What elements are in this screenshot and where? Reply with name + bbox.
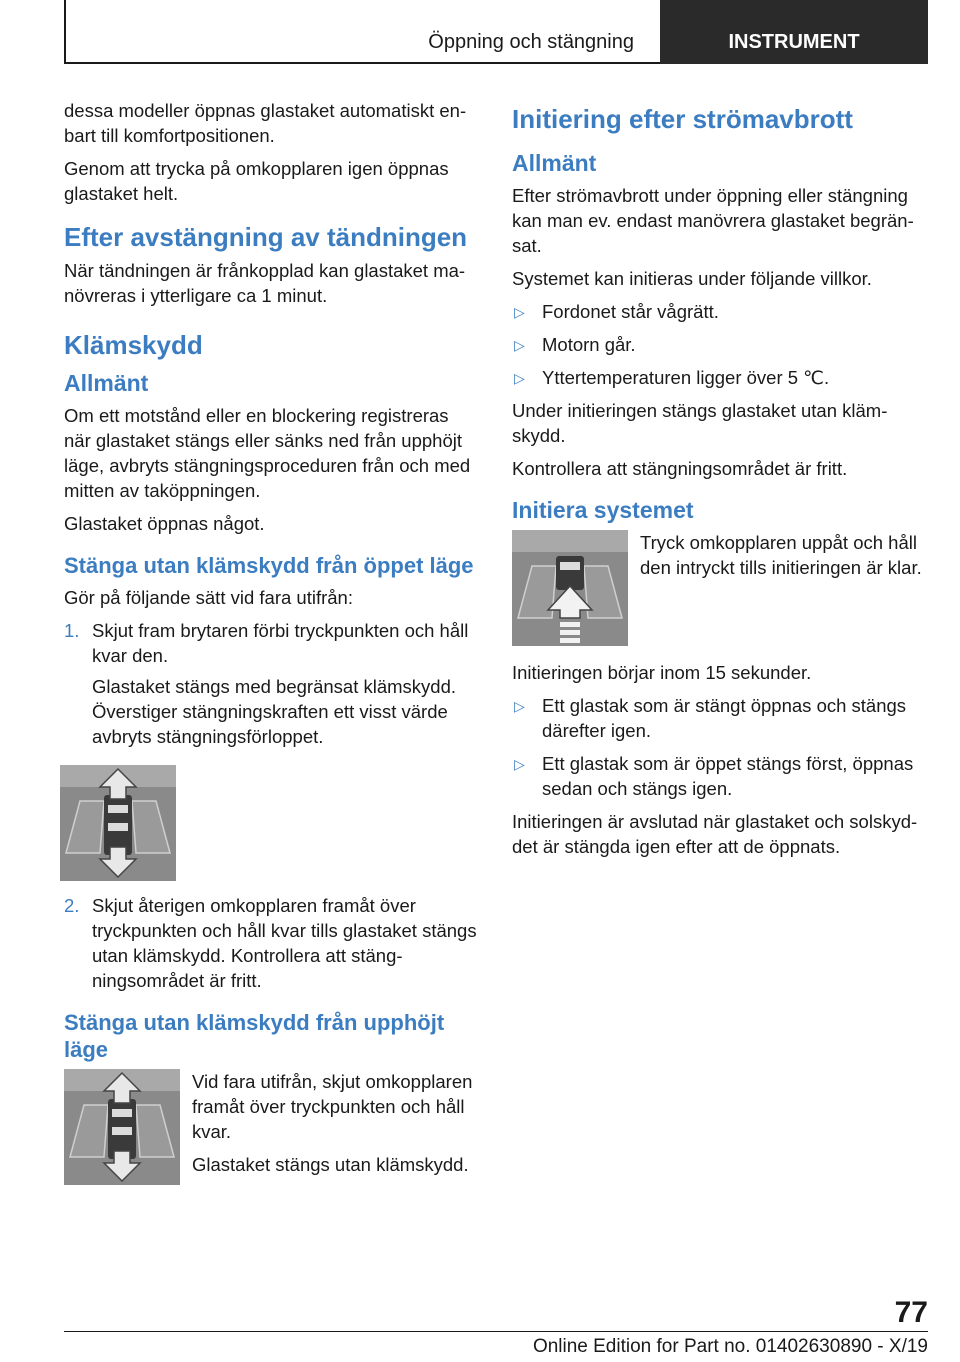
condition-item: ▷ Yttertemperaturen ligger över 5 ℃. bbox=[514, 367, 830, 388]
heading-general-right: Allmänt bbox=[512, 150, 597, 176]
switch-illustration-2 bbox=[64, 1069, 180, 1185]
heading-init-system: Initiera systemet bbox=[512, 497, 694, 523]
heading-ignition: Efter avstängning av tändningen bbox=[64, 222, 468, 252]
right-column bbox=[512, 98, 928, 867]
raised-paragraph-1: Vid fara utifrån, skjut omkopplaren framåt över tryckpunkten och håll kvar. bbox=[192, 1071, 473, 1142]
general-paragraph-right: Efter strömavbrott under öppning eller stängning kan man ev. endast manövrera glastaket begränsat. bbox=[512, 185, 914, 256]
switch-illustration-1 bbox=[60, 765, 176, 881]
step-note: Glastaket stängs med begränsat klämskydd. Överstiger stängningskraften ett visst värde avbryts stängningsförloppet. bbox=[92, 676, 457, 747]
switch-illustration-3 bbox=[512, 530, 628, 646]
general-paragraph-left: Om ett motstånd eller en blockering registreras när glastaket stängs eller sänks ned från upphöjt läge, avbryts stängningsproceduren från och med mitten av taköppningen. bbox=[64, 405, 471, 501]
switch-up-down-icon bbox=[64, 1069, 180, 1185]
step-item bbox=[64, 618, 478, 749]
page-number: 77 bbox=[894, 1296, 928, 1329]
raised-text bbox=[192, 1069, 478, 1185]
left-column bbox=[64, 98, 478, 1193]
init-bullets-list bbox=[512, 693, 928, 801]
heading-initialization: Initiering efter strömavbrott bbox=[512, 104, 853, 134]
conditions-intro: Systemet kan initieras under följande villkor. bbox=[512, 268, 872, 289]
raised-figure-row bbox=[64, 1069, 478, 1185]
header-section-title: Öppning och stängning bbox=[428, 31, 634, 53]
init-text bbox=[640, 530, 928, 588]
during-init-paragraph: Under initieringen stängs glastaket utan klämskydd. bbox=[512, 400, 888, 446]
edition-text: Online Edition for Part no. 01402630890 - X/19 bbox=[532, 1336, 928, 1357]
step-number: 1. bbox=[64, 620, 80, 641]
steps-list bbox=[64, 618, 478, 749]
step-item bbox=[64, 893, 478, 993]
raised-paragraph-2: Glastaket stängs utan klämskydd. bbox=[192, 1154, 469, 1175]
init-done-paragraph: Initieringen är avslutad när glastaket och solskyddet är stängda igen efter att de öppnats. bbox=[512, 811, 918, 857]
init-start-paragraph: Initieringen börjar inom 15 sekunder. bbox=[512, 662, 812, 683]
conditions-list bbox=[512, 299, 928, 390]
heading-close-from-raised: Stänga utan klämskydd från upphöjt läge bbox=[64, 1010, 445, 1062]
condition-item: ▷ Motorn går. bbox=[514, 334, 636, 355]
ignition-paragraph: När tändningen är frånkopplad kan glastaket manövreras i ytterligare ca 1 minut. bbox=[64, 260, 466, 306]
switch-up-down-icon bbox=[60, 765, 176, 881]
init-bullet-item: ▷ Ett glastak som är öppet stängs först, öppnas sedan och stängs igen. bbox=[514, 753, 914, 799]
step-text: Skjut återigen omkopplaren framåt över tryckpunkten och håll kvar tills glastaket stängs utan klämskydd. Kontrollera att stängningsområdet är fritt. bbox=[92, 895, 477, 991]
steps-list-continued bbox=[64, 893, 478, 993]
step-text: Skjut fram brytaren förbi tryckpunkten och håll kvar den. bbox=[92, 620, 469, 666]
init-figure-row bbox=[512, 530, 928, 646]
check-paragraph: Kontrollera att stängningsområdet är fritt. bbox=[512, 458, 848, 479]
footer-divider bbox=[64, 1331, 928, 1332]
header-chapter-tab: INSTRUMENT bbox=[660, 0, 928, 64]
init-bullet-item: ▷ Ett glastak som är stängt öppnas och stängs därefter igen. bbox=[514, 695, 907, 741]
heading-general-left: Allmänt bbox=[64, 370, 149, 396]
close-open-intro: Gör på följande sätt vid fara utifrån: bbox=[64, 587, 353, 608]
switch-push-up-icon bbox=[512, 530, 628, 646]
intro-paragraph-2: Genom att trycka på omkopplaren igen öppnas glastaket helt. bbox=[64, 158, 449, 204]
step-number: 2. bbox=[64, 895, 80, 916]
general-paragraph-left-2: Glastaket öppnas något. bbox=[64, 513, 265, 534]
condition-item: ▷ Fordonet står vågrätt. bbox=[514, 301, 719, 322]
heading-close-from-open: Stänga utan klämskydd från öppet läge bbox=[64, 553, 474, 578]
intro-paragraph-1: dessa modeller öppnas glastaket automatiskt enbart till komfortpositionen. bbox=[64, 100, 467, 146]
init-instruction: Tryck omkopplaren uppåt och håll den intryckt tills initieringen är klar. bbox=[640, 532, 922, 578]
heading-pinch-protection: Klämskydd bbox=[64, 330, 203, 360]
